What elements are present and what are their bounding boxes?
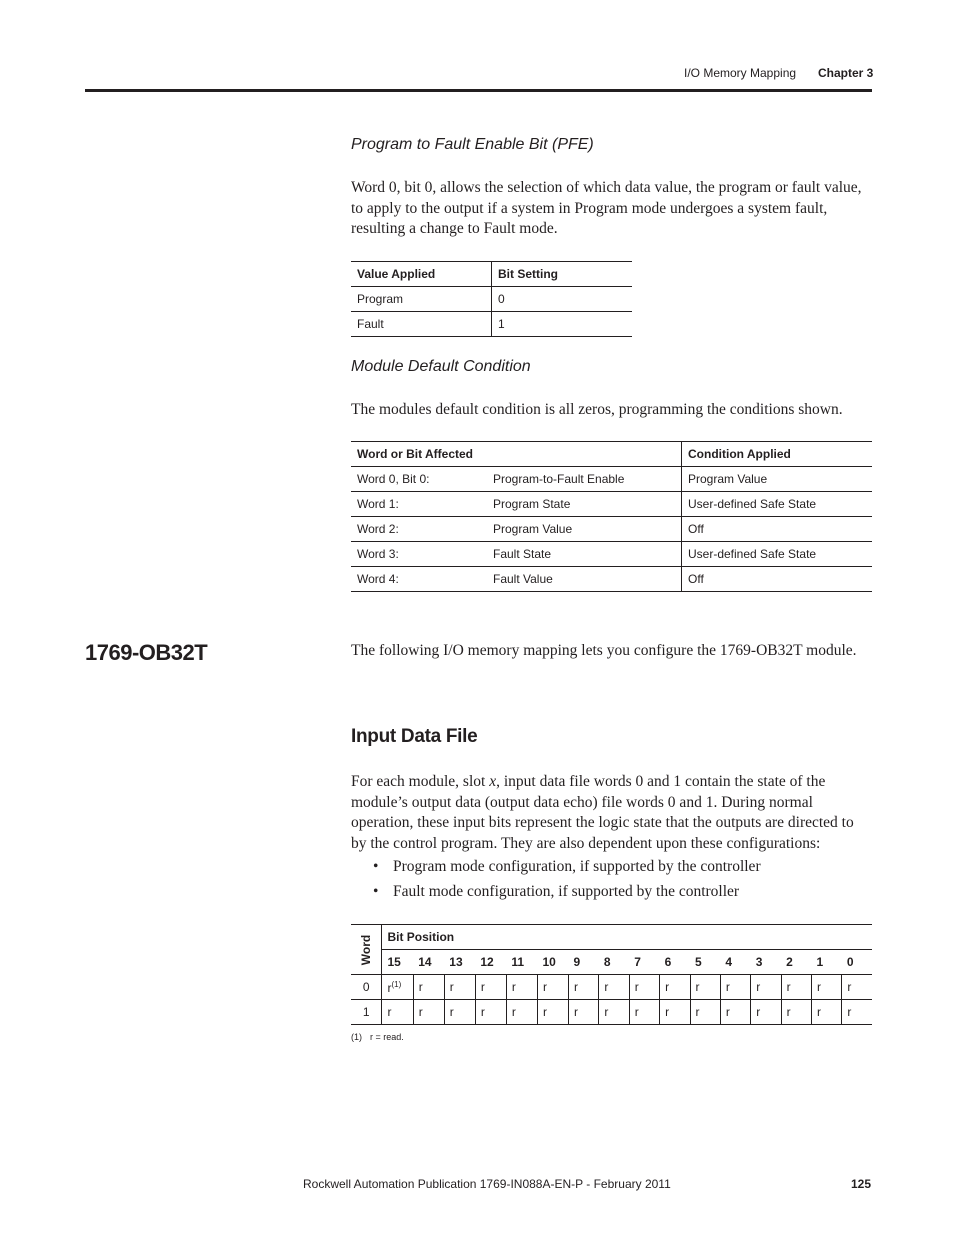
table-header-cell: Condition Applied — [682, 442, 873, 467]
bit-cell: r — [537, 1000, 568, 1025]
bit-cell: r — [475, 975, 506, 1000]
bit-number-cell: 13 — [444, 950, 475, 975]
pfe-table — [351, 261, 632, 337]
bullet-glyph: • — [373, 883, 379, 900]
bit-cell: r — [812, 1000, 842, 1025]
table-cell: Off — [682, 567, 873, 592]
bit-number-cell: 8 — [599, 950, 629, 975]
section-intro: The following I/O memory mapping lets you configure the 1769-OB32T module. — [351, 642, 857, 659]
table-header-row — [351, 442, 872, 467]
bit-cell: r — [751, 975, 781, 1000]
bit-cell — [382, 975, 413, 1000]
bit-number-row — [351, 950, 872, 975]
section-title: 1769-OB32T — [85, 640, 208, 665]
bit-cell: r — [690, 1000, 720, 1025]
word-number: 0 — [351, 975, 382, 1000]
bit-cell: r — [690, 975, 720, 1000]
table-row — [351, 542, 872, 567]
bit-cell: r — [751, 1000, 781, 1025]
table-cell: Fault Value — [487, 567, 682, 592]
default-condition-table — [351, 441, 872, 592]
word-label: Word — [359, 934, 374, 965]
table-row — [351, 467, 872, 492]
bit-cell: r — [599, 1000, 629, 1025]
table-cell: Program Value — [487, 517, 682, 542]
table-header-row — [351, 925, 872, 950]
bullet-glyph: • — [373, 858, 379, 875]
table-row — [351, 287, 632, 312]
running-header-chapter: Chapter 3 — [818, 66, 874, 80]
bit-cell: r — [444, 1000, 475, 1025]
bit-number-cell: 9 — [569, 950, 599, 975]
bit-cell: r — [812, 975, 842, 1000]
bit-cell: r — [660, 1000, 690, 1025]
input-data-file-paragraph — [351, 772, 873, 854]
footnote-marker: (1) — [351, 1032, 362, 1042]
bit-cell: r — [506, 1000, 537, 1025]
bit-number-cell: 14 — [413, 950, 444, 975]
bit-number-cell: 15 — [382, 950, 413, 975]
bit-cell: r — [781, 1000, 811, 1025]
table-cell: 1 — [492, 312, 633, 337]
page-number: 125 — [851, 1177, 872, 1191]
default-condition-paragraph: The modules default condition is all zeros, programming the conditions shown. — [351, 401, 843, 418]
default-condition-heading: Module Default Condition — [351, 358, 531, 375]
bit-number-cell: 1 — [812, 950, 842, 975]
table-cell: Program — [351, 287, 492, 312]
table-cell: Fault — [351, 312, 492, 337]
list-item — [351, 882, 761, 907]
bit-cell: r — [413, 975, 444, 1000]
bit-position-header: Bit Position — [382, 925, 872, 950]
table-cell: Program State — [487, 492, 682, 517]
bit-number-cell: 12 — [475, 950, 506, 975]
bit-cell: r — [660, 975, 690, 1000]
bit-cell: r — [506, 975, 537, 1000]
bit-cell: r — [569, 1000, 599, 1025]
bit-cell: r — [842, 1000, 872, 1025]
bit-cell: r — [781, 975, 811, 1000]
running-header-section: I/O Memory Mapping — [684, 66, 797, 80]
table-row — [351, 492, 872, 517]
table-cell: Off — [682, 517, 873, 542]
footnote-text: r = read. — [370, 1032, 404, 1042]
table-cell: Program Value — [682, 467, 873, 492]
bit-number-cell: 2 — [781, 950, 811, 975]
bit-number-cell: 7 — [629, 950, 659, 975]
table-cell: Word 2: — [351, 517, 487, 542]
list-item — [351, 857, 761, 882]
bit-number-cell: 4 — [720, 950, 750, 975]
bit-number-cell: 6 — [660, 950, 690, 975]
table-cell: User-defined Safe State — [682, 542, 873, 567]
table-cell: Word 0, Bit 0: — [351, 467, 487, 492]
bit-cell: r — [720, 975, 750, 1000]
table-header-cell: Value Applied — [351, 262, 492, 287]
table-header-cell: Bit Setting — [492, 262, 633, 287]
bit-cell: r — [444, 975, 475, 1000]
bit-cell: r — [537, 975, 568, 1000]
table-cell: Fault State — [487, 542, 682, 567]
table-row — [351, 975, 872, 1000]
bit-value: r — [387, 980, 392, 995]
list-item-text: Fault mode configuration, if supported by the controller — [393, 883, 740, 900]
table-cell: User-defined Safe State — [682, 492, 873, 517]
bit-cell: r — [569, 975, 599, 1000]
bit-cell: r — [629, 1000, 659, 1025]
input-data-file-table — [351, 924, 872, 1025]
table-row — [351, 567, 872, 592]
list-item-text: Program mode configuration, if supported by the controller — [393, 858, 761, 875]
paragraph-text: For each module, slot — [351, 773, 490, 790]
header-rule — [85, 89, 872, 92]
pfe-heading: Program to Fault Enable Bit (PFE) — [351, 136, 594, 153]
configuration-list — [351, 857, 761, 907]
table-footnote — [351, 1032, 412, 1042]
table-header-cell: Word or Bit Affected — [351, 442, 682, 467]
footer-publication: Rockwell Automation Publication 1769-IN088A-EN-P - February 2011 — [303, 1177, 671, 1191]
bit-number-cell: 3 — [751, 950, 781, 975]
bit-cell: r — [382, 1000, 413, 1025]
table-cell: 0 — [492, 287, 633, 312]
table-cell: Word 4: — [351, 567, 487, 592]
table-cell: Word 3: — [351, 542, 487, 567]
footnote-ref: (1) — [391, 979, 402, 989]
paragraph-text: , input data file words 0 and 1 contain the state of the module’s output data (output data echo) file words 0 and 1. During normal operation, these input bits represent the logic state that the outputs are directed to by the control program. They are also dependent upon these configurations: — [351, 773, 854, 852]
bit-cell: r — [475, 1000, 506, 1025]
bit-number-cell: 10 — [537, 950, 568, 975]
bit-number-cell: 5 — [690, 950, 720, 975]
table-cell: Word 1: — [351, 492, 487, 517]
table-row — [351, 517, 872, 542]
paragraph-variable: x — [489, 773, 497, 790]
word-number: 1 — [351, 1000, 382, 1025]
bit-number-cell: 0 — [842, 950, 872, 975]
bit-cell: r — [720, 1000, 750, 1025]
word-column-header — [351, 925, 382, 975]
bit-cell: r — [629, 975, 659, 1000]
input-data-file-heading: Input Data File — [351, 726, 478, 747]
bit-cell: r — [842, 975, 872, 1000]
pfe-paragraph: Word 0, bit 0, allows the selection of which data value, the program or fault value, to apply to the output if a system in Program mode undergoes a system fault, resulting a change to Fault mode. — [351, 179, 862, 237]
table-header-row — [351, 262, 632, 287]
table-row — [351, 312, 632, 337]
bit-number-cell: 11 — [506, 950, 537, 975]
table-cell: Program-to-Fault Enable — [487, 467, 682, 492]
bit-cell: r — [413, 1000, 444, 1025]
table-row — [351, 1000, 872, 1025]
bit-cell: r — [599, 975, 629, 1000]
